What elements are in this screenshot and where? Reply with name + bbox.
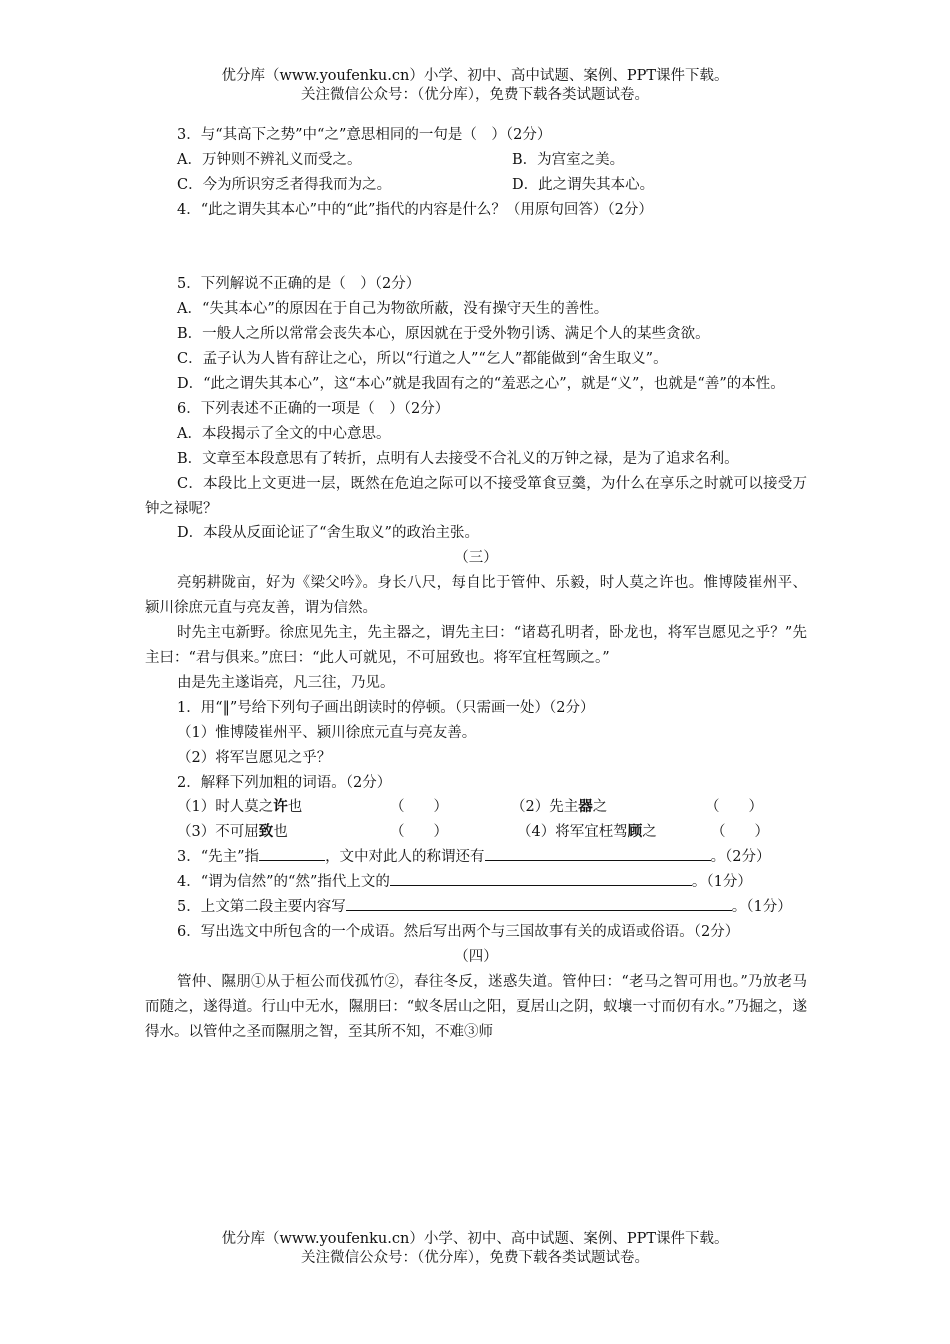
q6-option-b: B．文章至本段意思有了转折，点明有人去接受不合礼义的万钟之禄，是为了追求名利。 [177,450,739,467]
q3-option-a: A．万钟则不辨礼义而受之。 [177,151,362,168]
p3-q2-item-2: （2）先主器之 [511,798,608,816]
p3-q2-row-1 [145,795,807,820]
q6-option-a: A．本段揭示了全文的中心意思。 [177,425,391,442]
p3-q5: 5．上文第二段主要内容写 。（1分） [145,895,807,920]
q3-stem: 3．与“其高下之势”中“之”意思相同的一句是（ ）（2分） [177,127,552,143]
answer-blank[interactable] [259,845,325,861]
p3-q2-row-2 [145,820,807,845]
q3-option-b: B．为宫室之美。 [512,151,625,168]
bold-word-qi: 器 [578,798,593,816]
p3-q4: 4．“谓为信然”的“然”指代上文的 。（1分） [145,870,807,895]
q5-option-b: B．一般人之所以常常会丧失本心，原因就在于受外物引诱、满足个人的某些贪欲。 [177,326,710,343]
document-body [145,123,807,1044]
bold-word-gu: 顾 [627,823,643,841]
p3-q2-item-4: （4）将军宜枉驾顾之 [517,823,657,841]
q5-stem: 5．下列解说不正确的是（ ）（2分） [177,276,421,293]
p3-q2-stem: 2．解释下列加粗的词语。（2分） [177,774,392,791]
header-line-2: 关注微信公众号：（优分库），免费下载各类试题试卷。 [301,87,649,103]
header-line-1: 优分库（www.youfenku.cn）小学、初中、高中试题、案例、PPT课件下载。 [221,68,729,84]
bold-word-zhi: 致 [258,823,274,841]
p3-q1-stem: 1．用“‖”号给下列句子画出朗读时的停顿。（只需画一处）（2分） [177,699,595,716]
section-4-title: （四） [454,948,498,965]
p3-q2-answer-paren-2: （ ） [705,799,763,816]
page-footer [0,1230,950,1268]
p3-q1-sentence-2: （2）将军岂愿见之乎？ [177,749,332,766]
p3-q2-item-3: （3）不可屈致也 [177,823,288,841]
part3-paragraph-1: 亮躬耕陇亩，好为《梁父吟》。身长八尺，每自比于管仲、乐毅，时人莫之许也。惟博陵崔州平、颍川徐庶元直与亮友善，谓为信然。 [145,575,807,617]
q3-option-c: C．今为所识穷乏者得我而为之。 [177,176,392,193]
section-3-title: （三） [454,550,498,567]
p3-q2-item-1: （1）时人莫之许也 [177,798,303,816]
page-header [0,67,950,105]
answer-blank[interactable] [346,895,732,911]
q4-stem: 4．“此之谓失其本心”中的“此”指代的内容是什么？（用原句回答）（2分） [177,201,653,218]
q5-option-d: D．“此之谓失其本心”，这“本心”就是我固有之的“羞恶之心”，就是“义”，也就是“善”的本性。 [177,376,785,392]
footer-line-2: 关注微信公众号：（优分库），免费下载各类试题试卷。 [301,1250,649,1266]
part4-paragraph-1: 管仲、隰朋①从于桓公而伐孤竹②，春往冬反，迷惑失道。管仲曰：“老马之智可用也。”乃放老马而随之，遂得道。行山中无水，隰朋曰：“蚁冬居山之阳，夏居山之阴，蚁壤一寸而仞有水。”乃掘之，遂得水。以管仲之圣而隰朋之智，至其所不知，不难③师 [145,973,807,1040]
q5-option-c: C．孟子认为人皆有辞让之心，所以“行道之人”“乞人”都能做到“舍生取义”。 [177,351,668,368]
q3-options-row-2 [145,173,807,198]
p3-q2-answer-paren-4: （ ） [711,824,769,841]
p3-q3: 3．“先主”指 ，文中对此人的称谓还有 。（2分） [145,845,807,870]
q6-option-d: D．本段从反面论证了“舍生取义”的政治主张。 [177,525,479,542]
q3-option-d: D．此之谓失其本心。 [512,176,655,193]
part3-paragraph-2: 时先主屯新野。徐庶见先主，先主器之，谓先主曰：“诸葛孔明者，卧龙也，将军岂愿见之乎？”先主曰：“君与俱来。”庶曰：“此人可就见，不可屈致也。将军宜枉驾顾之。” [145,625,807,666]
bold-word-xu: 许 [273,798,288,816]
p3-q6: 6．写出选文中所包含的一个成语。然后写出两个与三国故事有关的成语或俗语。（2分） [177,923,740,940]
q6-stem: 6．下列表述不正确的一项是（ ）（2分） [177,400,450,417]
p3-q2-answer-paren-1: （ ） [390,799,448,816]
footer-line-1: 优分库（www.youfenku.cn）小学、初中、高中试题、案例、PPT课件下载。 [221,1231,729,1247]
answer-blank[interactable] [485,845,711,861]
p3-q2-answer-paren-3: （ ） [390,824,448,841]
q3-options-row-1 [145,148,807,173]
q6-option-c: C．本段比上文更进一层，既然在危迫之际可以不接受箪食豆羹，为什么在享乐之时就可以接受万钟之禄呢？ [145,475,807,517]
part3-paragraph-3: 由是先主遂诣亮，凡三往，乃见。 [177,674,395,691]
p3-q1-sentence-1: （1）惟博陵崔州平、颍川徐庶元直与亮友善。 [177,724,477,741]
answer-blank[interactable] [390,870,692,886]
q5-option-a: A．“失其本心”的原因在于自己为物欲所蔽，没有操守天生的善性。 [177,301,609,318]
